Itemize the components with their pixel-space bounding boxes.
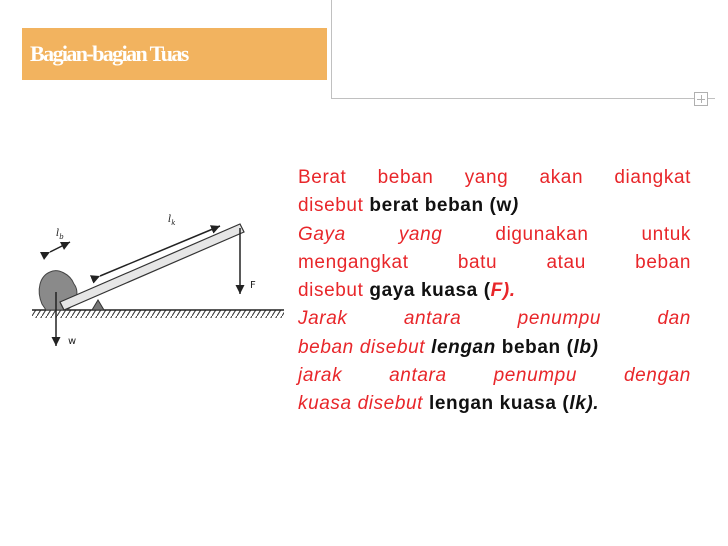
word: jarak: [298, 365, 343, 387]
text-line-9: [298, 390, 691, 418]
slide-title: Bagian-bagian Tuas: [30, 41, 188, 66]
word: antara: [403, 308, 462, 330]
text-fragment: beban (: [495, 336, 574, 358]
divider-horizontal: [331, 98, 715, 99]
word: diangkat: [614, 167, 691, 188]
label-w: w: [68, 336, 77, 347]
word: beban: [635, 251, 691, 273]
text-fragment: lk).: [569, 393, 600, 415]
text-fragment: berat beban (w: [369, 195, 512, 217]
word: Berat: [298, 167, 347, 188]
word: batu: [457, 251, 498, 273]
word: digunakan: [495, 223, 589, 245]
divider-vertical: [331, 0, 332, 99]
arrow-lb: [50, 242, 70, 252]
word: antara: [389, 365, 447, 387]
text-line-4: [298, 249, 691, 277]
label-lk: $l_k$: [168, 214, 176, 227]
text-line-3: [298, 221, 691, 249]
word: untuk: [641, 223, 691, 245]
label-lb: $l_b$: [56, 228, 64, 241]
text-fragment: ): [511, 195, 519, 217]
text-line-2: [298, 192, 691, 220]
fulcrum: [92, 300, 104, 310]
word: penumpu: [493, 365, 578, 387]
text-line-7: [298, 334, 691, 362]
word: atau: [546, 251, 586, 273]
word: Jarak: [298, 308, 348, 330]
text-fragment: disebut: [298, 280, 370, 302]
text-fragment: lb): [573, 336, 599, 358]
text-line-1: [298, 164, 691, 192]
text-fragment: F).: [490, 280, 516, 302]
word: Gaya: [298, 223, 346, 245]
text-line-5: [298, 277, 691, 305]
text-fragment: lengan: [431, 336, 496, 358]
word: akan: [539, 167, 584, 188]
text-fragment: kuasa disebut: [298, 393, 429, 415]
text-fragment: lengan kuasa (: [428, 393, 570, 415]
lever-diagram: [22, 180, 290, 370]
text-fragment: disebut: [298, 195, 370, 217]
word: yang: [464, 167, 509, 188]
lever-bar: [60, 224, 244, 310]
text-line-6: [298, 305, 691, 333]
text-line-8: [298, 362, 691, 390]
word: dan: [657, 308, 691, 330]
ground: [32, 310, 284, 318]
word: yang: [398, 223, 443, 245]
plus-icon: [694, 92, 708, 106]
content-text: [298, 164, 691, 419]
word: beban: [377, 167, 434, 188]
text-fragment: gaya kuasa (: [369, 280, 491, 302]
word: dengan: [623, 365, 691, 387]
label-F: F: [250, 280, 256, 291]
word: mengangkat: [298, 251, 409, 273]
word: penumpu: [517, 308, 602, 330]
text-fragment: beban disebut: [298, 336, 432, 358]
